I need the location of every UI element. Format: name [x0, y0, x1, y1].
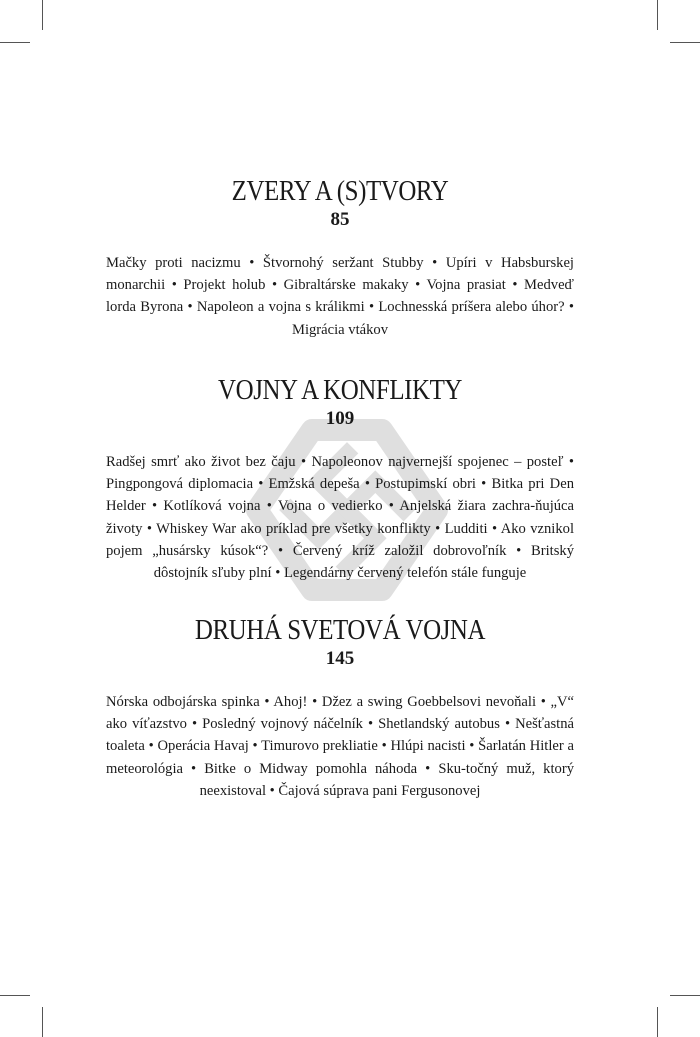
crop-mark-bottom-left-horizontal [0, 995, 30, 996]
section-druha-svetova-vojna [106, 614, 574, 802]
crop-mark-bottom-right-horizontal [670, 995, 700, 996]
section-contents: Nórska odbojárska spinka • Ahoj! • Džez a swing Goebbelsovi nevoňali • „V“ ako víťazstvo • Posledný vojnový náčelník • Shetlandský autobus • Nešťastná toaleta • Operácia Havaj • Timurovo prekliatie • Hlúpi nacisti • Šarlatán Hitler a meteorológia • Bitke o Midway pomohla náhoda • Sku-točný muž, ktorý neexistoval • Čajová súprava pani Fergusonovej [106, 694, 574, 799]
section-title: DRUHÁ SVETOVÁ VOJNA [194, 614, 486, 646]
crop-mark-bottom-left-vertical [42, 1007, 43, 1037]
crop-mark-top-left-horizontal [0, 42, 30, 43]
section-page-number: 109 [325, 408, 355, 429]
crop-mark-top-right-vertical [657, 0, 658, 30]
section-contents: Radšej smrť ako život bez čaju • Napoleonov najvernejší spojenec – posteľ • Pingpongová diplomacia • Emžská depeša • Postupimskí obri • Bitka pri Den Helder • Kotlíková vojna • Vojna o vedierko • Anjelská žiara zachra-ňujúca životy • Whiskey War ako príklad pre všetky konflikty • Ludditi • Ako vznikol pojem „husársky kúsok“? • Červený kríž založil dobrovoľník • Britský dôstojník sľuby plní • Legendárny červený telefón stále funguje [106, 454, 574, 582]
crop-mark-top-right-horizontal [670, 42, 700, 43]
section-title: VOJNY A KONFLIKTY [218, 374, 462, 406]
section-contents: Mačky proti nacizmu • Štvornohý seržant Stubby • Upíri v Habsburskej monarchii • Projekt holub • Gibraltárske makaky • Vojna prasiat • Medveď lorda Byrona • Napoleon a vojna s králikmi • Lochnesská príšera alebo úhor? • Migrácia vtákov [106, 255, 574, 338]
section-zvery-a-stvory [106, 175, 574, 341]
section-vojny-a-konflikty [106, 374, 574, 584]
crop-mark-bottom-right-vertical [657, 1007, 658, 1037]
section-page-number: 145 [325, 648, 355, 669]
crop-mark-top-left-vertical [42, 0, 43, 30]
section-page-number: 85 [330, 209, 350, 230]
section-title: ZVERY A (S)TVORY [231, 175, 449, 207]
